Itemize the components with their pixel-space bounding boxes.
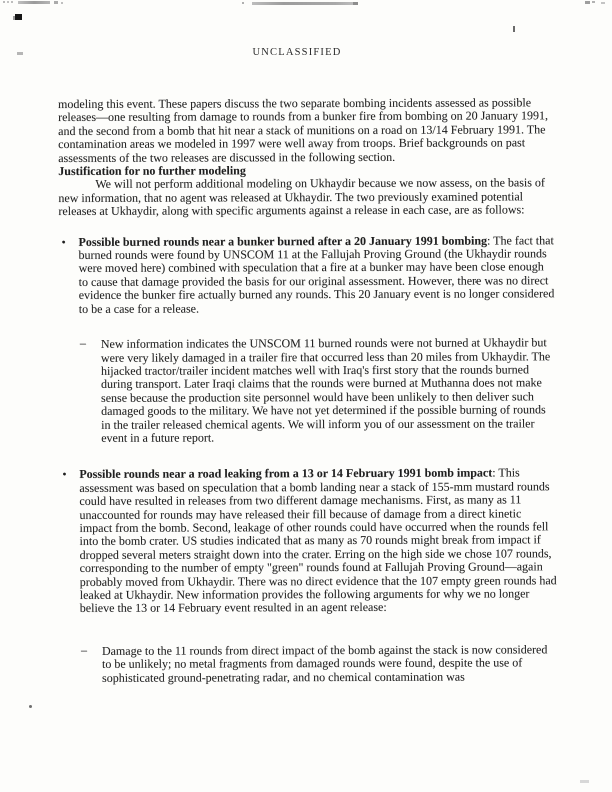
bullet-1-lead: Possible burned rounds near a bunker burned after a 20 January 1991 bombing — [78, 233, 488, 249]
scan-artifact — [585, 1, 590, 4]
scan-artifact — [601, 2, 605, 4]
scan-artifact — [3, 1, 5, 3]
section-heading: Justification for no further modeling — [58, 163, 246, 179]
dash-icon: – — [80, 642, 87, 657]
scan-artifact — [61, 2, 63, 4]
dash-icon: – — [79, 335, 86, 351]
scan-artifact — [11, 1, 13, 3]
bullet-icon: • — [61, 234, 66, 249]
scan-artifact — [242, 2, 244, 4]
sub-bullet-item-2 — [60, 643, 557, 685]
bullet-1-paragraph — [78, 234, 555, 316]
sub-bullet-2-paragraph: Damage to the 11 rounds from direct impact of the bomb against the stack is now considered to be unlikely; no metal fragments from damaged rounds were found, despite the use of sophisticated ground-penetrating radar, and no chemical contamination was — [101, 642, 548, 685]
bullet-2-lead: Possible rounds near a road leaking from a 13 or 14 February 1991 bomb impact — [79, 465, 493, 482]
bullet-2-paragraph — [79, 467, 557, 616]
scan-artifact — [54, 1, 58, 4]
intro-paragraph: modeling this event. These papers discuss the two separate bombing incidents assessed as possible releases—one resulting from damage to rounds from a bunker fire from bombing on 20 January 1991, and the second from a bomb that hit near a stack of munitions on a road on 13/14 February 1991. The contamination areas we modeled in 1997 were well away from troops. Brief backgrounds on past assessments of the two releases are discussed in the following section. — [57, 95, 548, 165]
classification-header: UNCLASSIFIED — [252, 47, 342, 58]
bullet-item-2 — [59, 467, 557, 616]
scan-artifact — [592, 1, 595, 3]
bullet-icon: • — [62, 467, 67, 482]
scan-artifact — [353, 2, 358, 5]
scan-artifact — [29, 705, 32, 708]
scan-artifact — [252, 2, 356, 5]
sub-bullet-item-1 — [59, 336, 556, 445]
document-body — [58, 96, 557, 685]
scan-artifact — [15, 14, 22, 20]
scan-artifact — [580, 780, 589, 783]
scan-artifact — [18, 1, 50, 4]
bullet-item-1 — [58, 234, 555, 316]
scan-artifact — [7, 1, 9, 3]
sub-bullet-1-paragraph: New information indicates the UNSCOM 11 burned rounds were not burned at Ukhaydir but were very likely damaged in a trailer fire that occurred less than 20 miles from Ukhaydir. The hijacked tractor/trailer incident matches well with Iraq's first story that the rounds burned during transport. Later Iraqi claims that the rounds were burned at Muthanna does not make sense because the production site personnel would have been unlikely to then deliver such damaged goods to the military. We have not yet determined if the possible burning of rounds in the trailer released chemical agents. We will inform you of our assessment on the trailer event in a future report. — [100, 335, 551, 445]
scan-artifact — [513, 26, 515, 32]
bullet-2-body: : This assessment was based on speculation that a bomb landing near a stack of 155-mm mustard rounds could have resulted in releases from two different damage mechanisms. First, as many as 11 unaccounted for rounds may have released their fill because of damage from a direct kinetic impact from the bomb. Second, leakage of other rounds could have occurred when the rounds fell into the bomb crater. US studies indicated that as many as 70 rounds might break from impact if dropped several meters straight down into the crater. Erring on the high side we chose 107 rounds, corresponding to the number of empty "green" rounds found at Fallujah Proving Ground—again probably moved from Ukhaydir. There was no direct evidence that the 107 empty green rounds had leaked at Ukhaydir. New information provides the following arguments for why we no longer believe the 13 or 14 February event resulted in an agent release: — [79, 465, 557, 616]
bullet-1-body: : The fact that burned rounds were found by UNSCOM 11 at the Fallujah Proving Ground (the Ukhaydir rounds were moved here) combined with speculation that a fire at a bunker may have been close enough to cause that damage provided the basis for our original assessment. However, there was no direct evidence the bunker fire actually burned any rounds. This 20 January event is no longer considered to be a case for a release. — [78, 232, 555, 316]
section-paragraph: We will not perform additional modeling on Ukhaydir because we now assess, on the basis of new information, that no agent was released at Ukhaydir. The two previously examined potential releases at Ukhaydir, along with specific arguments against a release in each case, are as follows: — [58, 175, 545, 219]
